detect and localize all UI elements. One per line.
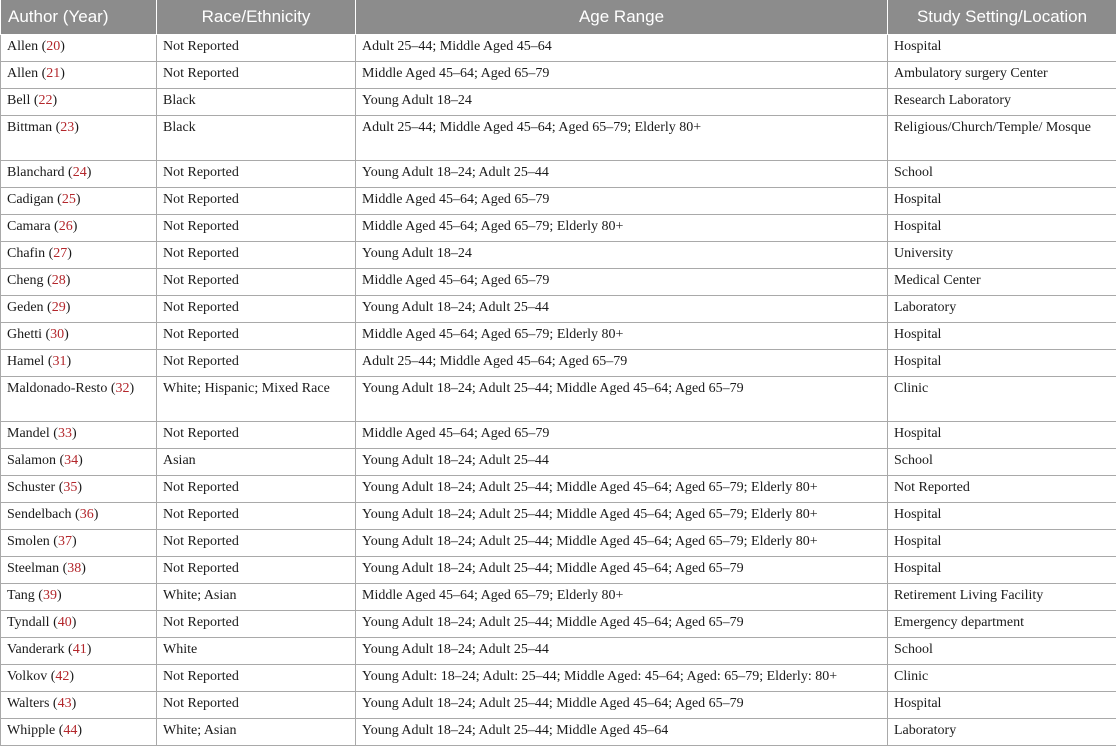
study-setting-cell: Laboratory (888, 719, 1116, 746)
author-cell (1, 188, 157, 215)
author-cell (1, 449, 157, 476)
race-ethnicity-cell: Not Reported (157, 188, 356, 215)
table-row (1, 62, 1116, 89)
table-row (1, 242, 1116, 269)
author-name: Bell (7, 93, 30, 108)
author-cell (1, 530, 157, 557)
race-ethnicity-cell: Not Reported (157, 422, 356, 449)
table-row (1, 719, 1116, 746)
author-name: Allen (7, 39, 38, 54)
study-setting-cell: Hospital (888, 530, 1116, 557)
race-ethnicity-cell: Black (157, 89, 356, 116)
study-setting-cell: Hospital (888, 215, 1116, 242)
race-ethnicity-cell: Not Reported (157, 476, 356, 503)
race-ethnicity-cell: Not Reported (157, 215, 356, 242)
reference-link[interactable]: 27 (53, 246, 67, 261)
study-setting-cell: Ambulatory surgery Center (888, 62, 1116, 89)
age-range-cell: Young Adult 18–24; Adult 25–44; Middle Aged 45–64; Aged 65–79 (356, 611, 888, 638)
reference-citation: (35) (55, 480, 82, 495)
column-header-race: Race/Ethnicity (157, 0, 356, 35)
author-name: Tang (7, 588, 35, 603)
reference-citation: (33) (50, 426, 77, 441)
table-row (1, 692, 1116, 719)
reference-citation: (28) (44, 273, 71, 288)
table-row (1, 296, 1116, 323)
study-setting-cell: Research Laboratory (888, 89, 1116, 116)
author-cell (1, 503, 157, 530)
reference-citation: (29) (44, 300, 71, 315)
reference-citation: (39) (35, 588, 62, 603)
author-name: Steelman (7, 561, 59, 576)
reference-citation: (32) (107, 381, 134, 396)
reference-link[interactable]: 25 (62, 192, 76, 207)
study-setting-cell: Hospital (888, 35, 1116, 62)
author-cell (1, 692, 157, 719)
age-range-cell: Young Adult 18–24; Adult 25–44 (356, 638, 888, 665)
author-cell (1, 215, 157, 242)
author-cell (1, 242, 157, 269)
reference-link[interactable]: 39 (43, 588, 57, 603)
author-name: Walters (7, 696, 49, 711)
race-ethnicity-cell: Not Reported (157, 557, 356, 584)
age-range-cell: Middle Aged 45–64; Aged 65–79; Elderly 80+ (356, 584, 888, 611)
author-cell (1, 584, 157, 611)
column-header-author: Author (Year) (1, 0, 157, 35)
study-setting-cell: Hospital (888, 692, 1116, 719)
author-cell (1, 62, 157, 89)
race-ethnicity-cell: Not Reported (157, 692, 356, 719)
study-setting-cell: Hospital (888, 188, 1116, 215)
age-range-cell: Middle Aged 45–64; Aged 65–79; Elderly 80+ (356, 323, 888, 350)
author-name: Whipple (7, 723, 55, 738)
race-ethnicity-cell: White; Asian (157, 584, 356, 611)
reference-citation: (20) (38, 39, 65, 54)
reference-citation: (30) (42, 327, 69, 342)
reference-link[interactable]: 42 (55, 669, 69, 684)
age-range-cell: Young Adult 18–24; Adult 25–44 (356, 161, 888, 188)
author-cell (1, 665, 157, 692)
study-setting-cell: Clinic (888, 665, 1116, 692)
reference-citation: (27) (45, 246, 72, 261)
reference-link[interactable]: 36 (80, 507, 94, 522)
reference-citation: (22) (30, 93, 57, 108)
reference-link[interactable]: 29 (52, 300, 66, 315)
reference-citation: (34) (56, 453, 83, 468)
author-name: Blanchard (7, 165, 65, 180)
reference-citation: (40) (50, 615, 77, 630)
table-row (1, 422, 1116, 449)
reference-link[interactable]: 23 (60, 120, 74, 135)
author-name: Maldonado-Resto (7, 381, 107, 396)
study-setting-cell: Hospital (888, 557, 1116, 584)
race-ethnicity-cell: Not Reported (157, 269, 356, 296)
reference-citation: (26) (51, 219, 78, 234)
author-name: Camara (7, 219, 51, 234)
age-range-cell: Adult 25–44; Middle Aged 45–64; Aged 65–79; Elderly 80+ (356, 116, 888, 161)
reference-link[interactable]: 28 (52, 273, 66, 288)
reference-citation: (43) (49, 696, 76, 711)
table-row (1, 269, 1116, 296)
author-cell (1, 557, 157, 584)
race-ethnicity-cell: Not Reported (157, 35, 356, 62)
author-cell (1, 116, 157, 161)
age-range-cell: Middle Aged 45–64; Aged 65–79 (356, 269, 888, 296)
author-cell (1, 296, 157, 323)
reference-link[interactable]: 22 (39, 93, 53, 108)
table-row (1, 530, 1116, 557)
author-cell (1, 638, 157, 665)
author-cell (1, 323, 157, 350)
study-setting-cell: School (888, 638, 1116, 665)
table-row (1, 215, 1116, 242)
age-range-cell: Young Adult 18–24; Adult 25–44; Middle Aged 45–64; Aged 65–79 (356, 377, 888, 422)
author-name: Bittman (7, 120, 52, 135)
author-cell (1, 89, 157, 116)
race-ethnicity-cell: Not Reported (157, 323, 356, 350)
reference-link[interactable]: 20 (46, 39, 60, 54)
reference-link[interactable]: 33 (58, 426, 72, 441)
study-setting-cell: Not Reported (888, 476, 1116, 503)
column-header-setting: Study Setting/Location (888, 0, 1116, 35)
study-setting-cell: Clinic (888, 377, 1116, 422)
race-ethnicity-cell: Not Reported (157, 62, 356, 89)
study-setting-cell: Retirement Living Facility (888, 584, 1116, 611)
race-ethnicity-cell: White; Hispanic; Mixed Race (157, 377, 356, 422)
reference-citation: (44) (55, 723, 82, 738)
study-setting-cell: Medical Center (888, 269, 1116, 296)
age-range-cell: Young Adult: 18–24; Adult: 25–44; Middle Aged: 45–64; Aged: 65–79; Elderly: 80+ (356, 665, 888, 692)
author-name: Salamon (7, 453, 56, 468)
reference-link[interactable]: 24 (73, 165, 87, 180)
race-ethnicity-cell: Not Reported (157, 665, 356, 692)
author-name: Cadigan (7, 192, 54, 207)
race-ethnicity-cell: White; Asian (157, 719, 356, 746)
author-name: Schuster (7, 480, 55, 495)
reference-citation: (36) (72, 507, 99, 522)
author-cell (1, 269, 157, 296)
author-name: Hamel (7, 354, 44, 369)
study-setting-cell: University (888, 242, 1116, 269)
table-body (1, 35, 1116, 746)
race-ethnicity-cell: Black (157, 116, 356, 161)
author-name: Volkov (7, 669, 47, 684)
reference-citation: (41) (65, 642, 92, 657)
reference-citation: (37) (50, 534, 77, 549)
reference-link[interactable]: 40 (58, 615, 72, 630)
race-ethnicity-cell: Not Reported (157, 611, 356, 638)
reference-link[interactable]: 43 (58, 696, 72, 711)
reference-link[interactable]: 35 (63, 480, 77, 495)
study-setting-cell: Laboratory (888, 296, 1116, 323)
age-range-cell: Middle Aged 45–64; Aged 65–79 (356, 188, 888, 215)
author-name: Allen (7, 66, 38, 81)
reference-citation: (25) (54, 192, 81, 207)
study-setting-cell: Hospital (888, 350, 1116, 377)
age-range-cell: Young Adult 18–24; Adult 25–44; Middle Aged 45–64; Aged 65–79 (356, 692, 888, 719)
author-name: Vanderark (7, 642, 65, 657)
race-ethnicity-cell: Not Reported (157, 161, 356, 188)
table-row (1, 665, 1116, 692)
author-cell (1, 161, 157, 188)
age-range-cell: Middle Aged 45–64; Aged 65–79; Elderly 80+ (356, 215, 888, 242)
reference-citation: (21) (38, 66, 65, 81)
reference-citation: (24) (65, 165, 92, 180)
author-name: Cheng (7, 273, 44, 288)
column-header-age: Age Range (356, 0, 888, 35)
author-name: Chafin (7, 246, 45, 261)
study-setting-cell: Hospital (888, 422, 1116, 449)
table-header-row (1, 0, 1116, 35)
reference-link[interactable]: 38 (67, 561, 81, 576)
reference-link[interactable]: 30 (50, 327, 64, 342)
table-row (1, 188, 1116, 215)
author-name: Mandel (7, 426, 50, 441)
author-cell (1, 35, 157, 62)
reference-link[interactable]: 34 (64, 453, 78, 468)
table-row (1, 611, 1116, 638)
reference-citation: (31) (44, 354, 71, 369)
race-ethnicity-cell: Not Reported (157, 242, 356, 269)
study-setting-cell: Religious/Church/Temple/ Mosque (888, 116, 1116, 161)
table-row (1, 557, 1116, 584)
table-row (1, 503, 1116, 530)
age-range-cell: Young Adult 18–24; Adult 25–44; Middle Aged 45–64; Aged 65–79; Elderly 80+ (356, 530, 888, 557)
age-range-cell: Adult 25–44; Middle Aged 45–64; Aged 65–79 (356, 350, 888, 377)
reference-citation: (38) (59, 561, 86, 576)
author-name: Sendelbach (7, 507, 72, 522)
table-row (1, 323, 1116, 350)
age-range-cell: Adult 25–44; Middle Aged 45–64 (356, 35, 888, 62)
author-cell (1, 476, 157, 503)
study-setting-cell: Hospital (888, 323, 1116, 350)
reference-citation: (42) (47, 669, 74, 684)
race-ethnicity-cell: Not Reported (157, 296, 356, 323)
table-row (1, 377, 1116, 422)
age-range-cell: Middle Aged 45–64; Aged 65–79 (356, 422, 888, 449)
table-row (1, 161, 1116, 188)
reference-link[interactable]: 32 (116, 381, 130, 396)
table-row (1, 89, 1116, 116)
author-cell (1, 611, 157, 638)
race-ethnicity-cell: Not Reported (157, 530, 356, 557)
author-name: Ghetti (7, 327, 42, 342)
race-ethnicity-cell: Not Reported (157, 350, 356, 377)
race-ethnicity-cell: Not Reported (157, 503, 356, 530)
reference-link[interactable]: 26 (59, 219, 73, 234)
author-name: Geden (7, 300, 44, 315)
age-range-cell: Young Adult 18–24; Adult 25–44; Middle Aged 45–64; Aged 65–79 (356, 557, 888, 584)
reference-citation: (23) (52, 120, 79, 135)
age-range-cell: Young Adult 18–24; Adult 25–44 (356, 296, 888, 323)
author-cell (1, 350, 157, 377)
age-range-cell: Young Adult 18–24; Adult 25–44; Middle Aged 45–64 (356, 719, 888, 746)
table-row (1, 116, 1116, 161)
reference-link[interactable]: 37 (58, 534, 72, 549)
study-setting-cell: Emergency department (888, 611, 1116, 638)
table-row (1, 449, 1116, 476)
age-range-cell: Young Adult 18–24; Adult 25–44 (356, 449, 888, 476)
author-name: Tyndall (7, 615, 50, 630)
table-row (1, 584, 1116, 611)
table-row (1, 638, 1116, 665)
reference-link[interactable]: 44 (63, 723, 77, 738)
race-ethnicity-cell: Asian (157, 449, 356, 476)
age-range-cell: Young Adult 18–24 (356, 242, 888, 269)
reference-link[interactable]: 31 (53, 354, 67, 369)
author-cell (1, 377, 157, 422)
age-range-cell: Young Adult 18–24; Adult 25–44; Middle Aged 45–64; Aged 65–79; Elderly 80+ (356, 476, 888, 503)
study-setting-cell: Hospital (888, 503, 1116, 530)
reference-link[interactable]: 41 (73, 642, 87, 657)
study-setting-cell: School (888, 161, 1116, 188)
reference-link[interactable]: 21 (46, 66, 60, 81)
age-range-cell: Young Adult 18–24 (356, 89, 888, 116)
race-ethnicity-cell: White (157, 638, 356, 665)
author-name: Smolen (7, 534, 50, 549)
study-setting-cell: School (888, 449, 1116, 476)
table-row (1, 35, 1116, 62)
age-range-cell: Middle Aged 45–64; Aged 65–79 (356, 62, 888, 89)
author-cell (1, 719, 157, 746)
age-range-cell: Young Adult 18–24; Adult 25–44; Middle Aged 45–64; Aged 65–79; Elderly 80+ (356, 503, 888, 530)
author-cell (1, 422, 157, 449)
table-row (1, 476, 1116, 503)
table-row (1, 350, 1116, 377)
